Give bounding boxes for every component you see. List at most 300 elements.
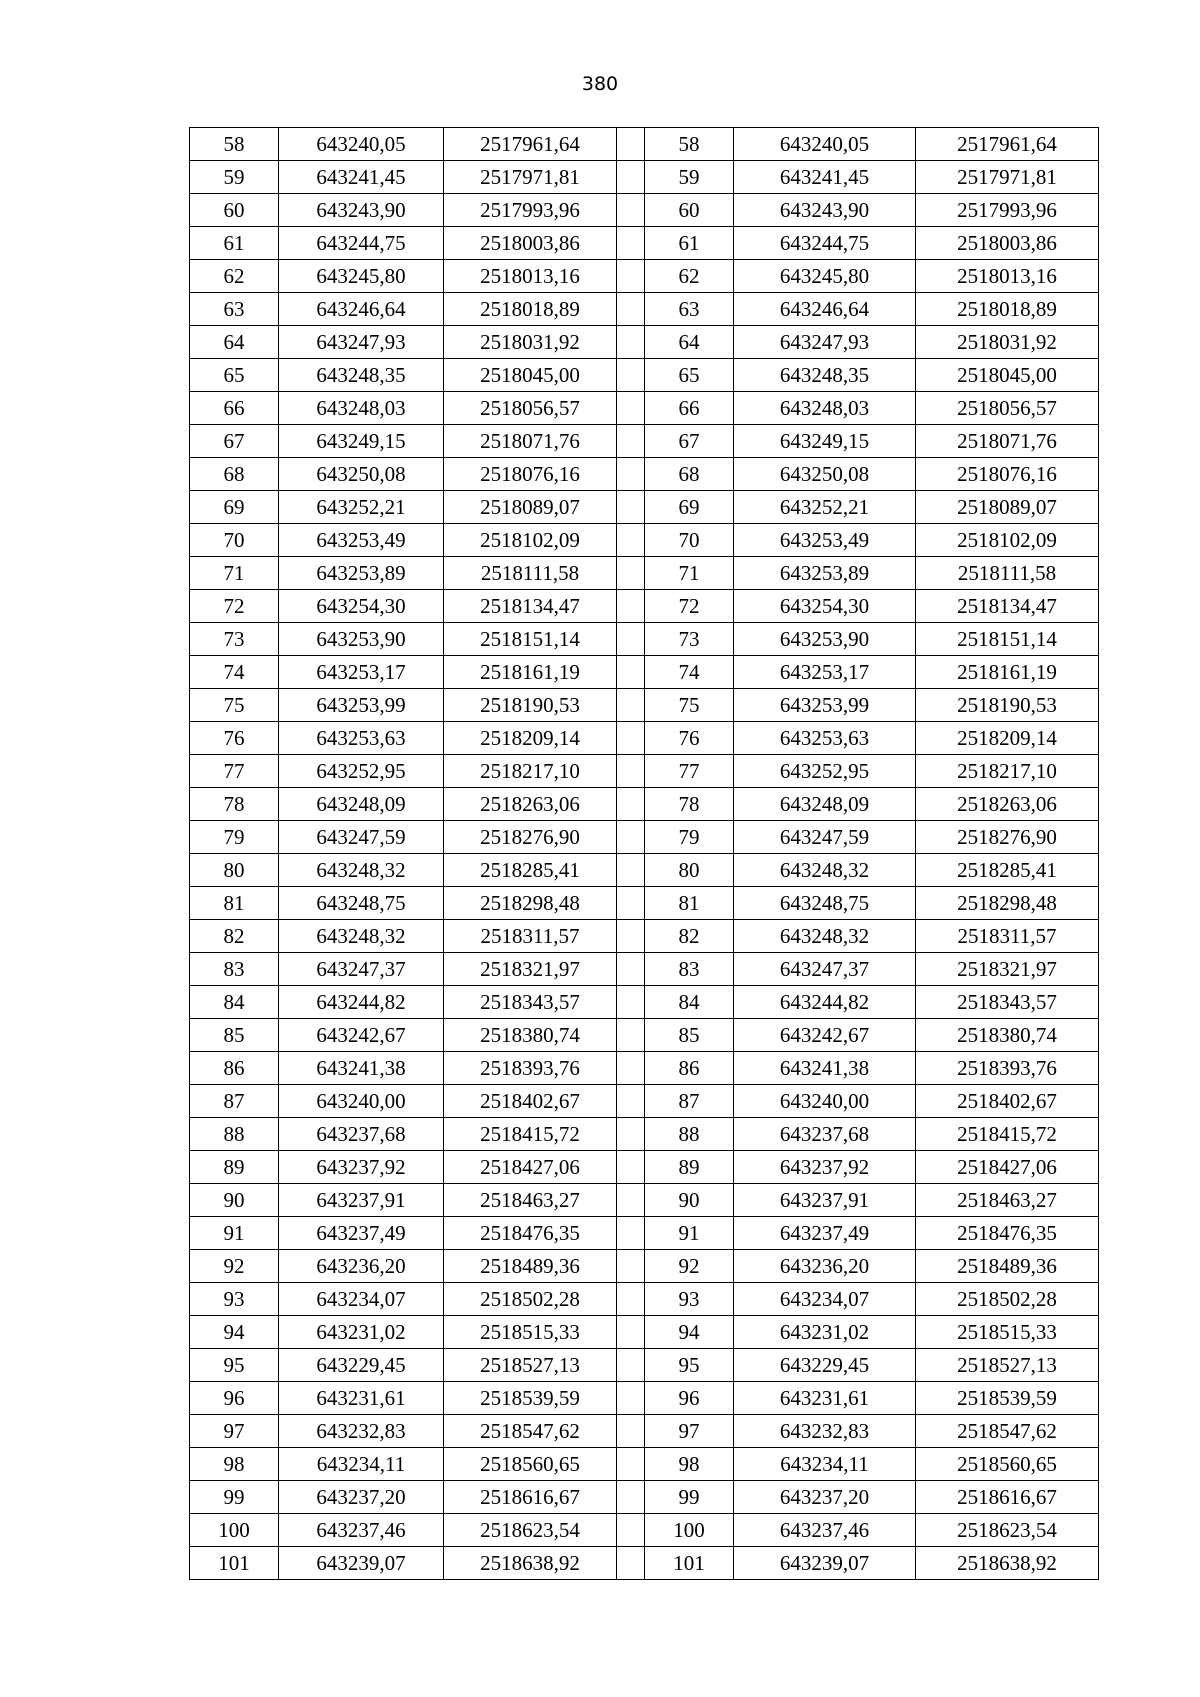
x-coordinate-cell: 643244,82 [734,986,916,1019]
point-number-cell: 79 [190,821,279,854]
table-row [190,887,1099,920]
point-number-cell: 68 [190,458,279,491]
x-coordinate-cell: 643248,32 [279,920,444,953]
y-coordinate-cell: 2518161,19 [916,656,1099,689]
y-coordinate-cell: 2518427,06 [916,1151,1099,1184]
point-number-cell: 99 [645,1481,734,1514]
x-coordinate-cell: 643253,17 [734,656,916,689]
point-number-cell: 75 [645,689,734,722]
y-coordinate-cell: 2518298,48 [916,887,1099,920]
point-number-cell: 78 [645,788,734,821]
y-coordinate-cell: 2518527,13 [444,1349,617,1382]
point-number-cell: 99 [190,1481,279,1514]
separator-cell [617,1349,645,1382]
y-coordinate-cell: 2518547,62 [916,1415,1099,1448]
x-coordinate-cell: 643240,00 [734,1085,916,1118]
x-coordinate-cell: 643248,09 [734,788,916,821]
y-coordinate-cell: 2518209,14 [444,722,617,755]
x-coordinate-cell: 643253,63 [734,722,916,755]
point-number-cell: 90 [645,1184,734,1217]
x-coordinate-cell: 643253,89 [734,557,916,590]
x-coordinate-cell: 643248,32 [279,854,444,887]
y-coordinate-cell: 2518151,14 [916,623,1099,656]
separator-cell [617,557,645,590]
table-row [190,986,1099,1019]
point-number-cell: 86 [190,1052,279,1085]
point-number-cell: 95 [190,1349,279,1382]
point-number-cell: 98 [190,1448,279,1481]
x-coordinate-cell: 643248,03 [734,392,916,425]
y-coordinate-cell: 2518527,13 [916,1349,1099,1382]
y-coordinate-cell: 2518102,09 [916,524,1099,557]
x-coordinate-cell: 643231,61 [734,1382,916,1415]
point-number-cell: 78 [190,788,279,821]
y-coordinate-cell: 2518209,14 [916,722,1099,755]
point-number-cell: 101 [645,1547,734,1580]
point-number-cell: 88 [645,1118,734,1151]
y-coordinate-cell: 2518515,33 [444,1316,617,1349]
separator-cell [617,1250,645,1283]
point-number-cell: 88 [190,1118,279,1151]
y-coordinate-cell: 2518393,76 [916,1052,1099,1085]
separator-cell [617,821,645,854]
point-number-cell: 63 [190,293,279,326]
y-coordinate-cell: 2518539,59 [444,1382,617,1415]
separator-cell [617,1547,645,1580]
separator-cell [617,887,645,920]
x-coordinate-cell: 643250,08 [734,458,916,491]
point-number-cell: 98 [645,1448,734,1481]
y-coordinate-cell: 2518547,62 [444,1415,617,1448]
y-coordinate-cell: 2517961,64 [444,128,617,161]
table-row [190,260,1099,293]
separator-cell [617,1151,645,1184]
y-coordinate-cell: 2518463,27 [444,1184,617,1217]
table-row [190,161,1099,194]
y-coordinate-cell: 2518489,36 [916,1250,1099,1283]
y-coordinate-cell: 2518489,36 [444,1250,617,1283]
table-row [190,755,1099,788]
point-number-cell: 77 [190,755,279,788]
separator-cell [617,986,645,1019]
x-coordinate-cell: 643249,15 [734,425,916,458]
point-number-cell: 59 [645,161,734,194]
table-row [190,557,1099,590]
point-number-cell: 87 [190,1085,279,1118]
table-row [190,359,1099,392]
point-number-cell: 77 [645,755,734,788]
separator-cell [617,326,645,359]
table-row [190,788,1099,821]
separator-cell [617,953,645,986]
x-coordinate-cell: 643231,61 [279,1382,444,1415]
point-number-cell: 69 [190,491,279,524]
point-number-cell: 67 [645,425,734,458]
point-number-cell: 62 [190,260,279,293]
point-number-cell: 71 [190,557,279,590]
table-row [190,1085,1099,1118]
table-row [190,293,1099,326]
x-coordinate-cell: 643253,90 [279,623,444,656]
point-number-cell: 85 [645,1019,734,1052]
x-coordinate-cell: 643234,11 [734,1448,916,1481]
x-coordinate-cell: 643247,37 [279,953,444,986]
x-coordinate-cell: 643248,03 [279,392,444,425]
point-number-cell: 76 [645,722,734,755]
y-coordinate-cell: 2518045,00 [444,359,617,392]
y-coordinate-cell: 2518018,89 [444,293,617,326]
separator-cell [617,260,645,293]
point-number-cell: 82 [190,920,279,953]
separator-cell [617,425,645,458]
point-number-cell: 64 [645,326,734,359]
y-coordinate-cell: 2518151,14 [444,623,617,656]
x-coordinate-cell: 643253,90 [734,623,916,656]
x-coordinate-cell: 643253,49 [734,524,916,557]
x-coordinate-cell: 643249,15 [279,425,444,458]
y-coordinate-cell: 2518013,16 [444,260,617,293]
x-coordinate-cell: 643252,95 [279,755,444,788]
x-coordinate-cell: 643254,30 [734,590,916,623]
point-number-cell: 64 [190,326,279,359]
x-coordinate-cell: 643253,63 [279,722,444,755]
table-row [190,458,1099,491]
x-coordinate-cell: 643234,07 [734,1283,916,1316]
point-number-cell: 89 [645,1151,734,1184]
x-coordinate-cell: 643243,90 [734,194,916,227]
table-row [190,1382,1099,1415]
x-coordinate-cell: 643237,46 [279,1514,444,1547]
y-coordinate-cell: 2518134,47 [444,590,617,623]
y-coordinate-cell: 2518476,35 [444,1217,617,1250]
separator-cell [617,656,645,689]
x-coordinate-cell: 643237,49 [279,1217,444,1250]
y-coordinate-cell: 2518616,67 [444,1481,617,1514]
point-number-cell: 70 [190,524,279,557]
table-row [190,1547,1099,1580]
point-number-cell: 100 [190,1514,279,1547]
x-coordinate-cell: 643236,20 [279,1250,444,1283]
x-coordinate-cell: 643246,64 [734,293,916,326]
point-number-cell: 93 [645,1283,734,1316]
x-coordinate-cell: 643240,00 [279,1085,444,1118]
y-coordinate-cell: 2518560,65 [444,1448,617,1481]
point-number-cell: 95 [645,1349,734,1382]
y-coordinate-cell: 2518343,57 [444,986,617,1019]
point-number-cell: 72 [645,590,734,623]
y-coordinate-cell: 2518343,57 [916,986,1099,1019]
table-row [190,392,1099,425]
y-coordinate-cell: 2518311,57 [916,920,1099,953]
separator-cell [617,392,645,425]
x-coordinate-cell: 643237,91 [279,1184,444,1217]
y-coordinate-cell: 2518298,48 [444,887,617,920]
point-number-cell: 84 [190,986,279,1019]
page-number: 380 [581,73,619,95]
y-coordinate-cell: 2518102,09 [444,524,617,557]
y-coordinate-cell: 2517993,96 [444,194,617,227]
table-row [190,953,1099,986]
y-coordinate-cell: 2518003,86 [916,227,1099,260]
x-coordinate-cell: 643234,11 [279,1448,444,1481]
x-coordinate-cell: 643237,68 [734,1118,916,1151]
y-coordinate-cell: 2518623,54 [916,1514,1099,1547]
x-coordinate-cell: 643245,80 [734,260,916,293]
point-number-cell: 75 [190,689,279,722]
y-coordinate-cell: 2518415,72 [916,1118,1099,1151]
x-coordinate-cell: 643252,95 [734,755,916,788]
y-coordinate-cell: 2518089,07 [916,491,1099,524]
table-row [190,1349,1099,1382]
x-coordinate-cell: 643248,09 [279,788,444,821]
x-coordinate-cell: 643248,75 [734,887,916,920]
y-coordinate-cell: 2518616,67 [916,1481,1099,1514]
separator-cell [617,755,645,788]
table-row [190,227,1099,260]
point-number-cell: 63 [645,293,734,326]
table-row [190,194,1099,227]
point-number-cell: 80 [645,854,734,887]
separator-cell [617,1448,645,1481]
separator-cell [617,1217,645,1250]
table-row [190,623,1099,656]
x-coordinate-cell: 643241,38 [279,1052,444,1085]
x-coordinate-cell: 643236,20 [734,1250,916,1283]
point-number-cell: 101 [190,1547,279,1580]
point-number-cell: 96 [190,1382,279,1415]
point-number-cell: 74 [190,656,279,689]
separator-cell [617,1085,645,1118]
table-row [190,590,1099,623]
x-coordinate-cell: 643237,49 [734,1217,916,1250]
table-row [190,1283,1099,1316]
separator-cell [617,293,645,326]
y-coordinate-cell: 2518623,54 [444,1514,617,1547]
separator-cell [617,161,645,194]
separator-cell [617,1283,645,1316]
point-number-cell: 82 [645,920,734,953]
point-number-cell: 94 [190,1316,279,1349]
x-coordinate-cell: 643245,80 [279,260,444,293]
y-coordinate-cell: 2518321,97 [916,953,1099,986]
point-number-cell: 92 [190,1250,279,1283]
y-coordinate-cell: 2518502,28 [916,1283,1099,1316]
coordinates-table [189,127,1099,1580]
table-row [190,491,1099,524]
x-coordinate-cell: 643247,59 [734,821,916,854]
point-number-cell: 89 [190,1151,279,1184]
y-coordinate-cell: 2518276,90 [916,821,1099,854]
x-coordinate-cell: 643242,67 [279,1019,444,1052]
separator-cell [617,689,645,722]
y-coordinate-cell: 2518638,92 [916,1547,1099,1580]
table-row [190,821,1099,854]
point-number-cell: 84 [645,986,734,1019]
y-coordinate-cell: 2518161,19 [444,656,617,689]
point-number-cell: 76 [190,722,279,755]
separator-cell [617,1415,645,1448]
point-number-cell: 61 [190,227,279,260]
y-coordinate-cell: 2518263,06 [444,788,617,821]
point-number-cell: 59 [190,161,279,194]
point-number-cell: 60 [190,194,279,227]
table-row [190,689,1099,722]
point-number-cell: 72 [190,590,279,623]
y-coordinate-cell: 2518321,97 [444,953,617,986]
point-number-cell: 58 [190,128,279,161]
point-number-cell: 97 [190,1415,279,1448]
x-coordinate-cell: 643253,99 [734,689,916,722]
y-coordinate-cell: 2518502,28 [444,1283,617,1316]
table-row [190,1184,1099,1217]
table-row [190,128,1099,161]
separator-cell [617,1514,645,1547]
table-row [190,524,1099,557]
point-number-cell: 93 [190,1283,279,1316]
point-number-cell: 96 [645,1382,734,1415]
x-coordinate-cell: 643244,75 [279,227,444,260]
y-coordinate-cell: 2518427,06 [444,1151,617,1184]
x-coordinate-cell: 643250,08 [279,458,444,491]
y-coordinate-cell: 2518056,57 [916,392,1099,425]
point-number-cell: 69 [645,491,734,524]
point-number-cell: 62 [645,260,734,293]
y-coordinate-cell: 2518380,74 [444,1019,617,1052]
y-coordinate-cell: 2518263,06 [916,788,1099,821]
point-number-cell: 60 [645,194,734,227]
x-coordinate-cell: 643237,92 [734,1151,916,1184]
x-coordinate-cell: 643229,45 [734,1349,916,1382]
x-coordinate-cell: 643237,46 [734,1514,916,1547]
point-number-cell: 83 [645,953,734,986]
point-number-cell: 87 [645,1085,734,1118]
y-coordinate-cell: 2518415,72 [444,1118,617,1151]
table-row [190,1481,1099,1514]
point-number-cell: 81 [645,887,734,920]
point-number-cell: 100 [645,1514,734,1547]
y-coordinate-cell: 2518071,76 [916,425,1099,458]
x-coordinate-cell: 643241,45 [734,161,916,194]
x-coordinate-cell: 643248,32 [734,854,916,887]
y-coordinate-cell: 2518071,76 [444,425,617,458]
point-number-cell: 91 [190,1217,279,1250]
coordinates-table-body [190,128,1099,1580]
x-coordinate-cell: 643248,35 [279,359,444,392]
y-coordinate-cell: 2518018,89 [916,293,1099,326]
x-coordinate-cell: 643247,59 [279,821,444,854]
x-coordinate-cell: 643237,68 [279,1118,444,1151]
y-coordinate-cell: 2517971,81 [916,161,1099,194]
x-coordinate-cell: 643237,92 [279,1151,444,1184]
point-number-cell: 81 [190,887,279,920]
x-coordinate-cell: 643239,07 [734,1547,916,1580]
x-coordinate-cell: 643254,30 [279,590,444,623]
point-number-cell: 83 [190,953,279,986]
y-coordinate-cell: 2518031,92 [916,326,1099,359]
point-number-cell: 91 [645,1217,734,1250]
table-row [190,1514,1099,1547]
y-coordinate-cell: 2518031,92 [444,326,617,359]
x-coordinate-cell: 643253,99 [279,689,444,722]
x-coordinate-cell: 643231,02 [279,1316,444,1349]
y-coordinate-cell: 2518217,10 [916,755,1099,788]
x-coordinate-cell: 643237,20 [279,1481,444,1514]
separator-cell [617,1382,645,1415]
point-number-cell: 73 [645,623,734,656]
point-number-cell: 85 [190,1019,279,1052]
point-number-cell: 65 [645,359,734,392]
y-coordinate-cell: 2518111,58 [444,557,617,590]
separator-cell [617,128,645,161]
table-row [190,920,1099,953]
y-coordinate-cell: 2518638,92 [444,1547,617,1580]
point-number-cell: 97 [645,1415,734,1448]
x-coordinate-cell: 643247,93 [734,326,916,359]
x-coordinate-cell: 643248,35 [734,359,916,392]
separator-cell [617,524,645,557]
table-row [190,1217,1099,1250]
separator-cell [617,1481,645,1514]
separator-cell [617,1052,645,1085]
separator-cell [617,920,645,953]
point-number-cell: 92 [645,1250,734,1283]
x-coordinate-cell: 643246,64 [279,293,444,326]
y-coordinate-cell: 2518134,47 [916,590,1099,623]
x-coordinate-cell: 643234,07 [279,1283,444,1316]
x-coordinate-cell: 643247,93 [279,326,444,359]
separator-cell [617,788,645,821]
table-row [190,1316,1099,1349]
point-number-cell: 66 [190,392,279,425]
x-coordinate-cell: 643253,17 [279,656,444,689]
point-number-cell: 94 [645,1316,734,1349]
point-number-cell: 80 [190,854,279,887]
y-coordinate-cell: 2518560,65 [916,1448,1099,1481]
y-coordinate-cell: 2517971,81 [444,161,617,194]
x-coordinate-cell: 643253,89 [279,557,444,590]
point-number-cell: 58 [645,128,734,161]
y-coordinate-cell: 2518380,74 [916,1019,1099,1052]
y-coordinate-cell: 2518076,16 [916,458,1099,491]
y-coordinate-cell: 2518539,59 [916,1382,1099,1415]
x-coordinate-cell: 643253,49 [279,524,444,557]
table-row [190,1448,1099,1481]
x-coordinate-cell: 643243,90 [279,194,444,227]
x-coordinate-cell: 643248,32 [734,920,916,953]
y-coordinate-cell: 2518003,86 [444,227,617,260]
y-coordinate-cell: 2518089,07 [444,491,617,524]
separator-cell [617,854,645,887]
separator-cell [617,1316,645,1349]
point-number-cell: 90 [190,1184,279,1217]
x-coordinate-cell: 643237,20 [734,1481,916,1514]
y-coordinate-cell: 2518285,41 [916,854,1099,887]
x-coordinate-cell: 643252,21 [279,491,444,524]
separator-cell [617,722,645,755]
separator-cell [617,194,645,227]
separator-cell [617,491,645,524]
x-coordinate-cell: 643232,83 [279,1415,444,1448]
x-coordinate-cell: 643231,02 [734,1316,916,1349]
x-coordinate-cell: 643252,21 [734,491,916,524]
x-coordinate-cell: 643240,05 [734,128,916,161]
table-row [190,1151,1099,1184]
x-coordinate-cell: 643241,45 [279,161,444,194]
point-number-cell: 68 [645,458,734,491]
separator-cell [617,227,645,260]
y-coordinate-cell: 2518276,90 [444,821,617,854]
point-number-cell: 70 [645,524,734,557]
